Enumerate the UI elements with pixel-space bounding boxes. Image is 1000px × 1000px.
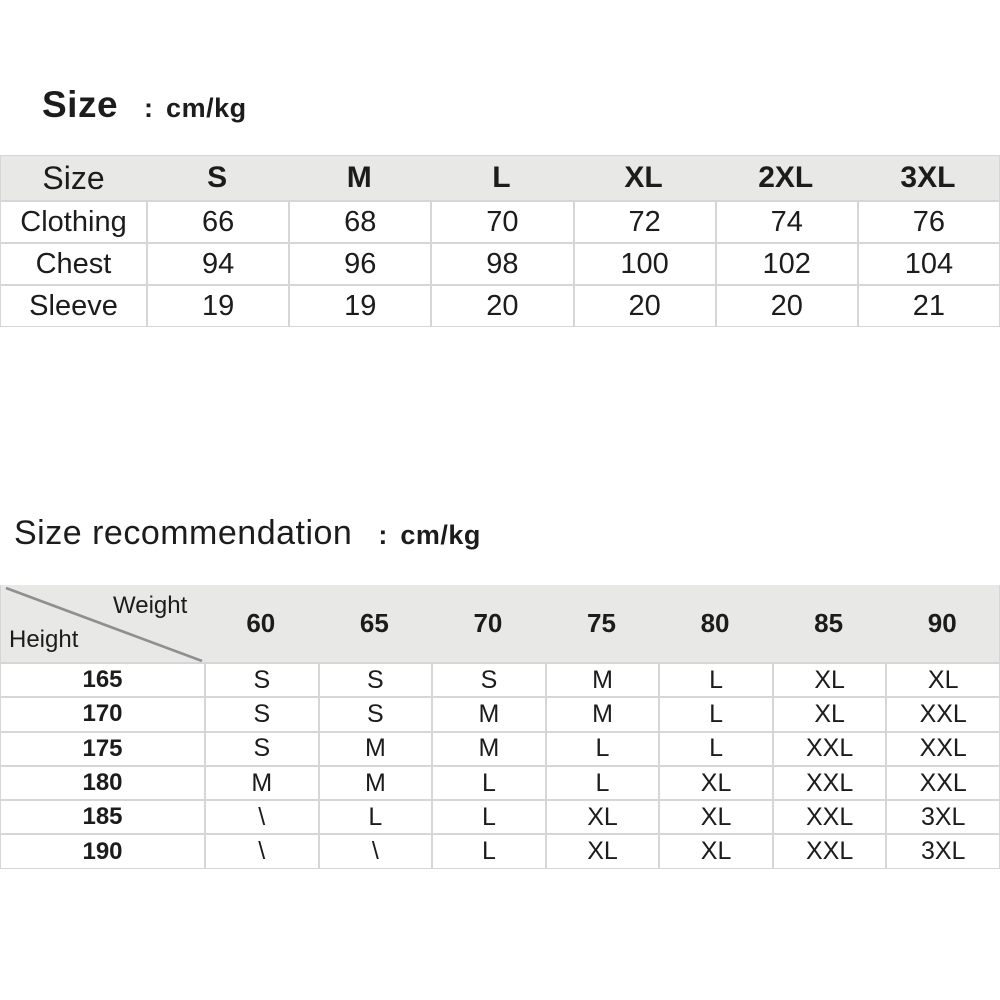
size-table-header-m: M	[288, 156, 430, 200]
height-180: 180	[1, 765, 204, 799]
rec-165-90: XL	[885, 662, 999, 696]
rec-185-75: XL	[545, 799, 659, 833]
rec-170-90: XXL	[885, 696, 999, 730]
weight-height-corner-cell	[1, 585, 204, 662]
rec-170-65: S	[318, 696, 432, 730]
chest-3xl: 104	[857, 242, 999, 284]
chest-2xl: 102	[715, 242, 857, 284]
clothing-2xl: 74	[715, 200, 857, 242]
rec-165-75: M	[545, 662, 659, 696]
rec-190-70: L	[431, 833, 545, 867]
rec-175-60: S	[204, 731, 318, 765]
size-section-title	[42, 84, 247, 126]
size-table-header-3xl: 3XL	[857, 156, 999, 200]
sleeve-3xl: 21	[857, 284, 999, 326]
rec-175-85: XXL	[772, 731, 886, 765]
size-measurement-table	[0, 155, 1000, 327]
weight-header-70: 70	[431, 585, 545, 662]
rec-175-70: M	[431, 731, 545, 765]
chest-s: 94	[146, 242, 288, 284]
rec-175-65: M	[318, 731, 432, 765]
chest-l: 98	[430, 242, 572, 284]
rec-185-60: \	[204, 799, 318, 833]
rec-190-90: 3XL	[885, 833, 999, 867]
rec-180-85: XXL	[772, 765, 886, 799]
clothing-s: 66	[146, 200, 288, 242]
rec-170-75: M	[545, 696, 659, 730]
recommendation-title-unit: cm/kg	[400, 520, 481, 550]
sleeve-s: 19	[146, 284, 288, 326]
sleeve-xl: 20	[573, 284, 715, 326]
height-190: 190	[1, 833, 204, 867]
rec-165-65: S	[318, 662, 432, 696]
recommendation-title-text: Size recommendation	[14, 514, 353, 552]
rec-190-80: XL	[658, 833, 772, 867]
rec-170-80: L	[658, 696, 772, 730]
weight-header-85: 85	[772, 585, 886, 662]
clothing-m: 68	[288, 200, 430, 242]
height-165: 165	[1, 662, 204, 696]
size-title-colon: :	[144, 93, 154, 123]
sleeve-m: 19	[288, 284, 430, 326]
rec-165-85: XL	[772, 662, 886, 696]
recommendation-title-colon: :	[378, 520, 388, 550]
rec-170-70: M	[431, 696, 545, 730]
rec-190-75: XL	[545, 833, 659, 867]
weight-header-90: 90	[885, 585, 999, 662]
sleeve-2xl: 20	[715, 284, 857, 326]
size-recommendation-title	[14, 514, 481, 553]
rec-185-80: XL	[658, 799, 772, 833]
size-table-header-xl: XL	[573, 156, 715, 200]
rec-180-75: L	[545, 765, 659, 799]
rec-185-90: 3XL	[885, 799, 999, 833]
size-title-unit: cm/kg	[166, 93, 247, 123]
rec-165-80: L	[658, 662, 772, 696]
row-label-sleeve: Sleeve	[1, 284, 146, 326]
rec-180-80: XL	[658, 765, 772, 799]
weight-header-75: 75	[545, 585, 659, 662]
chest-xl: 100	[573, 242, 715, 284]
rec-190-65: \	[318, 833, 432, 867]
rec-165-60: S	[204, 662, 318, 696]
clothing-l: 70	[430, 200, 572, 242]
rec-175-75: L	[545, 731, 659, 765]
rec-170-60: S	[204, 696, 318, 730]
rec-180-65: M	[318, 765, 432, 799]
corner-height-label: Height	[9, 626, 79, 653]
weight-header-65: 65	[318, 585, 432, 662]
rec-165-70: S	[431, 662, 545, 696]
rec-170-85: XL	[772, 696, 886, 730]
corner-weight-label: Weight	[113, 592, 188, 619]
size-recommendation-table	[0, 585, 1000, 869]
rec-175-80: L	[658, 731, 772, 765]
chest-m: 96	[288, 242, 430, 284]
height-185: 185	[1, 799, 204, 833]
size-table-header-size: Size	[1, 156, 146, 200]
row-label-clothing: Clothing	[1, 200, 146, 242]
size-table-header-2xl: 2XL	[715, 156, 857, 200]
sleeve-l: 20	[430, 284, 572, 326]
rec-180-70: L	[431, 765, 545, 799]
rec-180-60: M	[204, 765, 318, 799]
size-table-header-l: L	[430, 156, 572, 200]
clothing-3xl: 76	[857, 200, 999, 242]
height-170: 170	[1, 696, 204, 730]
weight-header-60: 60	[204, 585, 318, 662]
weight-header-80: 80	[658, 585, 772, 662]
rec-190-60: \	[204, 833, 318, 867]
row-label-chest: Chest	[1, 242, 146, 284]
size-title-text: Size	[42, 84, 119, 125]
rec-185-65: L	[318, 799, 432, 833]
rec-180-90: XXL	[885, 765, 999, 799]
rec-190-85: XXL	[772, 833, 886, 867]
clothing-xl: 72	[573, 200, 715, 242]
rec-175-90: XXL	[885, 731, 999, 765]
height-175: 175	[1, 731, 204, 765]
rec-185-70: L	[431, 799, 545, 833]
rec-185-85: XXL	[772, 799, 886, 833]
size-table-header-s: S	[146, 156, 288, 200]
